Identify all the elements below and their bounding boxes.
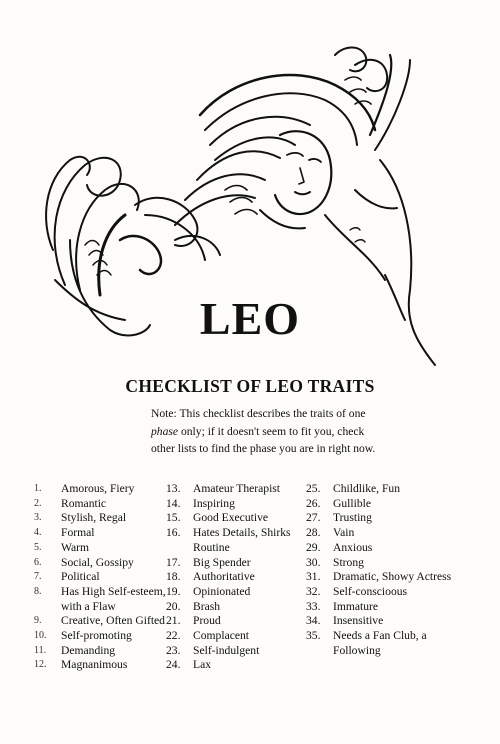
- trait-text: Amateur Therapist: [193, 482, 281, 495]
- trait-item: [306, 482, 456, 497]
- trait-text: Self-conscioous: [333, 584, 408, 598]
- trait-item: [34, 658, 172, 673]
- trait-text: Anxious: [333, 540, 373, 554]
- trait-item: [166, 511, 312, 526]
- trait-number: 4.: [34, 527, 42, 539]
- trait-text: Has High Self-esteem, with a Flaw: [61, 584, 166, 613]
- trait-number: 17.: [166, 555, 181, 569]
- trait-number: 2.: [34, 497, 42, 509]
- trait-text: Warm: [61, 540, 90, 554]
- trait-number: 19.: [166, 584, 181, 598]
- trait-text: Good Executive: [193, 511, 269, 525]
- trait-item: [34, 644, 172, 659]
- trait-item: [166, 600, 312, 615]
- trait-item: [34, 614, 172, 629]
- trait-item: [306, 629, 456, 658]
- note-suffix: only; if it doesn't seem to fit you, check other lists to find the phase you are in right now.: [151, 424, 376, 455]
- trait-text: Hates Details, Shirks Routine: [193, 526, 291, 554]
- trait-text: Magnanimous: [61, 658, 128, 672]
- trait-item: [34, 511, 172, 526]
- trait-item: [166, 658, 312, 673]
- trait-number: 12.: [34, 659, 47, 671]
- face: [275, 131, 331, 214]
- trait-item: [34, 482, 172, 497]
- trait-number: 31.: [306, 570, 321, 584]
- trait-number: 10.: [34, 630, 47, 642]
- trait-number: 30.: [306, 555, 321, 569]
- trait-item: [306, 614, 456, 629]
- traits-column-3: [306, 482, 456, 658]
- trait-item: [306, 526, 456, 541]
- trait-text: Lax: [193, 658, 212, 672]
- trait-text: Complacent: [193, 629, 250, 643]
- trait-item: [306, 556, 456, 571]
- trait-text: Self-indulgent: [193, 643, 260, 657]
- trait-number: 20.: [166, 599, 181, 613]
- trait-item: [166, 614, 312, 629]
- trait-number: 27.: [306, 511, 321, 525]
- trait-item: [306, 600, 456, 615]
- trait-text: Demanding: [61, 643, 116, 657]
- trait-number: 15.: [166, 511, 181, 525]
- trait-text: Inspiring: [193, 496, 235, 510]
- checklist-note: [151, 405, 389, 458]
- trait-item: [34, 556, 172, 571]
- trait-text: Romantic: [61, 496, 107, 510]
- trait-number: 32.: [306, 584, 321, 598]
- trait-text: Trusting: [333, 511, 372, 525]
- traits-column-2: [166, 482, 312, 673]
- note-prefix: Note: This checklist describes the traits of one: [151, 407, 366, 420]
- trait-item: [166, 482, 312, 497]
- trait-item: [34, 570, 172, 585]
- trait-item: [306, 570, 456, 585]
- trait-text: Amorous, Fiery: [61, 482, 135, 495]
- trait-number: 5.: [34, 541, 42, 553]
- note-emphasis: phase: [151, 424, 179, 438]
- trait-number: 16.: [166, 526, 181, 540]
- trait-item: [34, 497, 172, 512]
- trait-text: Self-promoting: [61, 629, 132, 643]
- trait-item: [166, 570, 312, 585]
- trait-number: 21.: [166, 614, 181, 628]
- trait-text: Creative, Often Gifted: [61, 614, 165, 628]
- trait-number: 9.: [34, 615, 42, 627]
- trait-item: [34, 526, 172, 541]
- trait-number: 11.: [34, 644, 47, 656]
- trait-item: [34, 541, 172, 556]
- trait-text: Formal: [61, 526, 95, 540]
- trait-number: 28.: [306, 526, 321, 540]
- trait-number: 3.: [34, 512, 42, 524]
- trait-text: Stylish, Regal: [61, 511, 127, 525]
- trait-item: [166, 556, 312, 571]
- trait-text: Insensitive: [333, 614, 384, 628]
- trait-text: Big Spender: [193, 555, 251, 569]
- trait-item: [306, 541, 456, 556]
- trait-number: 22.: [166, 629, 181, 643]
- trait-number: 24.: [166, 658, 181, 672]
- trait-text: Immature: [333, 599, 379, 613]
- traits-column-1: [34, 482, 172, 673]
- trait-item: [166, 644, 312, 659]
- trait-text: Authoritative: [193, 570, 255, 584]
- trait-number: 33.: [306, 599, 321, 613]
- trait-text: Dramatic, Showy Actress: [333, 570, 452, 584]
- trait-item: [166, 526, 312, 555]
- trait-number: 14.: [166, 496, 181, 510]
- trait-number: 18.: [166, 570, 181, 584]
- trait-number: 34.: [306, 614, 321, 628]
- trait-item: [166, 629, 312, 644]
- trait-number: 29.: [306, 540, 321, 554]
- trait-text: Proud: [193, 614, 221, 628]
- trait-number: 1.: [34, 483, 42, 494]
- flowing-hair: [175, 48, 387, 256]
- trait-text: Vain: [333, 526, 355, 540]
- trait-text: Childlike, Fun: [333, 482, 400, 495]
- trait-number: 7.: [34, 571, 42, 583]
- trait-number: 35.: [306, 629, 321, 643]
- trait-item: [166, 497, 312, 512]
- checklist-heading: CHECKLIST OF LEO TRAITS: [125, 376, 375, 396]
- trait-text: Brash: [193, 599, 221, 613]
- trait-text: Strong: [333, 555, 364, 569]
- trait-number: 6.: [34, 556, 42, 568]
- trait-text: Social, Gossipy: [61, 555, 134, 569]
- trait-text: Opinionated: [193, 584, 251, 598]
- trait-number: 13.: [166, 482, 181, 495]
- trait-text: Gullible: [333, 496, 371, 510]
- sign-title: LEO: [199, 293, 301, 344]
- trait-text: Political: [61, 570, 100, 584]
- trait-text: Needs a Fan Club, a Following: [333, 629, 427, 657]
- trait-item: [306, 585, 456, 600]
- trait-item: [34, 585, 172, 614]
- trait-item: [166, 585, 312, 600]
- trait-item: [306, 497, 456, 512]
- trait-number: 8.: [34, 585, 42, 597]
- trait-item: [34, 629, 172, 644]
- trait-item: [306, 511, 456, 526]
- trait-number: 26.: [306, 496, 321, 510]
- trait-number: 23.: [166, 643, 181, 657]
- trait-number: 25.: [306, 482, 321, 495]
